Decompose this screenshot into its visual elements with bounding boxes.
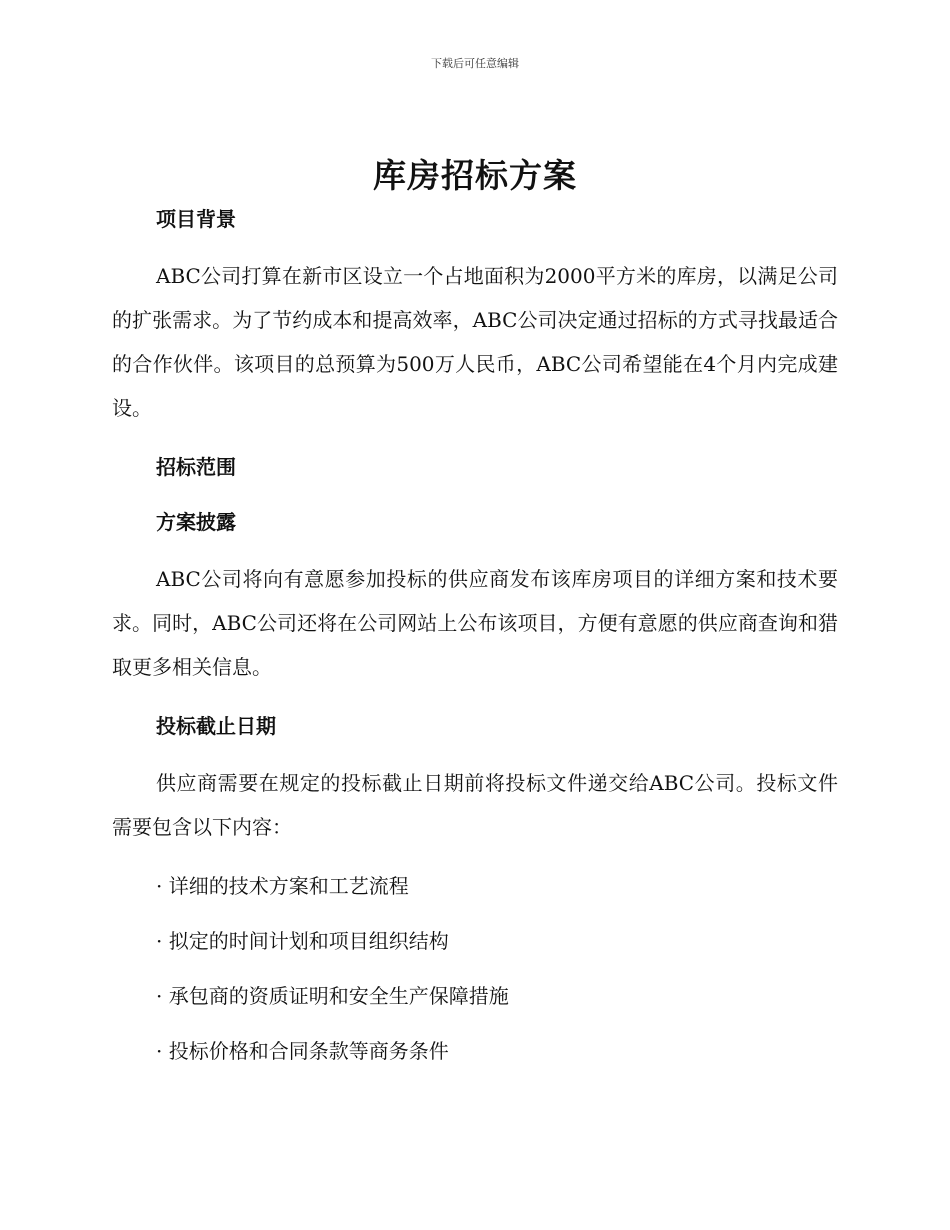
bullet-item: · 拟定的时间计划和项目组织结构 (156, 929, 449, 953)
section-heading-scope: 招标范围 (156, 455, 236, 479)
document-body (112, 204, 838, 1066)
bullet-item: · 详细的技术方案和工艺流程 (156, 874, 409, 898)
section-heading-background: 项目背景 (156, 207, 236, 231)
paragraph-background: ABC公司打算在新市区设立一个占地面积为2000平方米的库房，以满足公司的扩张需求。为了节约成本和提高效率，ABC公司决定通过招标的方式寻找最适合的合作伙伴。该项目的总预算为500万人民币，ABC公司希望能在4个月内完成建设。 (112, 264, 838, 420)
bullet-item: · 承包商的资质证明和安全生产保障措施 (156, 984, 509, 1008)
paragraph-deadline: 供应商需要在规定的投标截止日期前将投标文件递交给ABC公司。投标文件需要包含以下内容： (112, 771, 838, 839)
section-heading-disclosure: 方案披露 (156, 510, 236, 534)
document-title: 库房招标方案 (373, 156, 577, 195)
bullet-item: · 投标价格和合同条款等商务条件 (156, 1039, 449, 1063)
header-note: 下载后可任意编辑 (431, 57, 519, 70)
paragraph-disclosure: ABC公司将向有意愿参加投标的供应商发布该库房项目的详细方案和技术要求。同时，ABC公司还将在公司网站上公布该项目，方便有意愿的供应商查询和猎取更多相关信息。 (112, 567, 838, 679)
section-heading-deadline: 投标截止日期 (156, 714, 276, 738)
